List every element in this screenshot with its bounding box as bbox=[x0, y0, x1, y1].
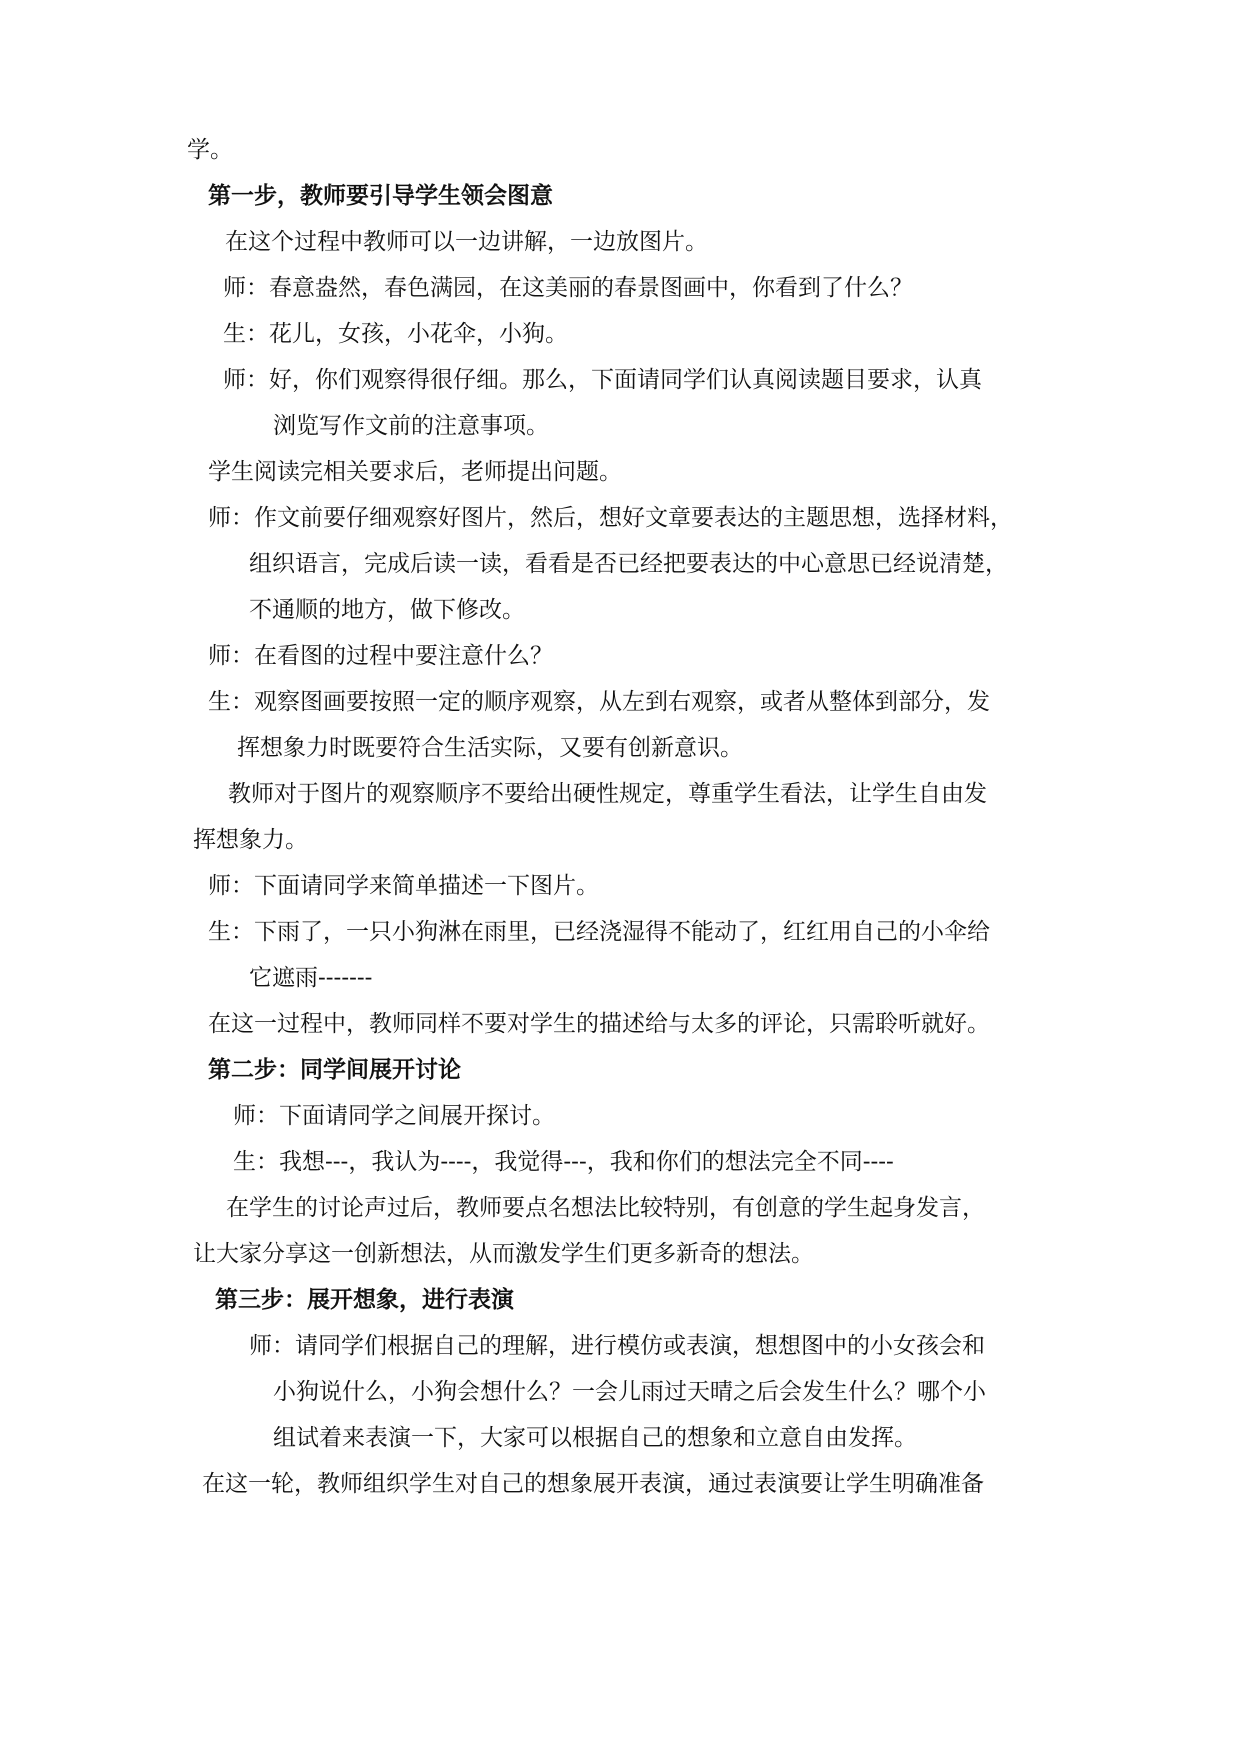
dialogue-line: 师：下面请同学来简单描述一下图片。 bbox=[208, 873, 599, 899]
dialogue-line: 师：在看图的过程中要注意什么？ bbox=[208, 643, 553, 669]
section-heading: 第一步，教师要引导学生领会图意 bbox=[208, 183, 553, 209]
paragraph-line: 在这个过程中教师可以一边讲解，一边放图片。 bbox=[225, 229, 708, 255]
paragraph-line: 在这一过程中，教师同样不要对学生的描述给与太多的评论，只需聆听就好。 bbox=[208, 1011, 990, 1037]
paragraph-line: 学生阅读完相关要求后，老师提出问题。 bbox=[208, 459, 622, 485]
section-heading: 第三步：展开想象，进行表演 bbox=[215, 1287, 514, 1313]
dialogue-line-continued: 浏览写作文前的注意事项。 bbox=[273, 413, 549, 439]
dialogue-line-continued: 小狗说什么，小狗会想什么？一会儿雨过天晴之后会发生什么？哪个小 bbox=[273, 1379, 986, 1405]
dialogue-line: 生：下雨了，一只小狗淋在雨里，已经浇湿得不能动了，红红用自己的小伞给 bbox=[208, 919, 990, 945]
dialogue-line: 师：作文前要仔细观察好图片，然后，想好文章要表达的主题思想，选择材料， bbox=[208, 505, 1013, 531]
dialogue-line-continued: 组试着来表演一下，大家可以根据自己的想象和立意自由发挥。 bbox=[273, 1425, 917, 1451]
dialogue-line: 生：花儿，女孩，小花伞，小狗。 bbox=[223, 321, 568, 347]
dialogue-line-continued: 组织语言，完成后读一读，看看是否已经把要表达的中心意思已经说清楚， bbox=[249, 551, 1008, 577]
dialogue-line: 师：春意盎然，春色满园，在这美丽的春景图画中，你看到了什么？ bbox=[223, 275, 913, 301]
dialogue-line-continued: 它遮雨------- bbox=[249, 965, 373, 991]
paragraph-line: 教师对于图片的观察顺序不要给出硬性规定，尊重学生看法，让学生自由发 bbox=[228, 781, 987, 807]
paragraph-line: 在这一轮，教师组织学生对自己的想象展开表演，通过表演要让学生明确准备 bbox=[202, 1471, 984, 1497]
dialogue-line: 生：观察图画要按照一定的顺序观察，从左到右观察，或者从整体到部分，发 bbox=[208, 689, 990, 715]
paragraph-line: 在学生的讨论声过后，教师要点名想法比较特别，有创意的学生起身发言， bbox=[226, 1195, 985, 1221]
section-heading: 第二步：同学间展开讨论 bbox=[208, 1057, 461, 1083]
dialogue-line-continued: 挥想象力时既要符合生活实际，又要有创新意识。 bbox=[237, 735, 743, 761]
dialogue-line: 生：我想---，我认为----，我觉得---，我和你们的想法完全不同---- bbox=[233, 1149, 894, 1175]
dialogue-line-continued: 不通顺的地方，做下修改。 bbox=[249, 597, 525, 623]
paragraph-line: 让大家分享这一创新想法，从而激发学生们更多新奇的想法。 bbox=[193, 1241, 814, 1267]
paragraph-line: 挥想象力。 bbox=[193, 827, 308, 853]
dialogue-line: 师：请同学们根据自己的理解，进行模仿或表演，想想图中的小女孩会和 bbox=[249, 1333, 985, 1359]
paragraph-line: 学。 bbox=[187, 137, 233, 163]
dialogue-line: 师：好，你们观察得很仔细。那么，下面请同学们认真阅读题目要求，认真 bbox=[223, 367, 982, 393]
dialogue-line: 师：下面请同学之间展开探讨。 bbox=[233, 1103, 555, 1129]
